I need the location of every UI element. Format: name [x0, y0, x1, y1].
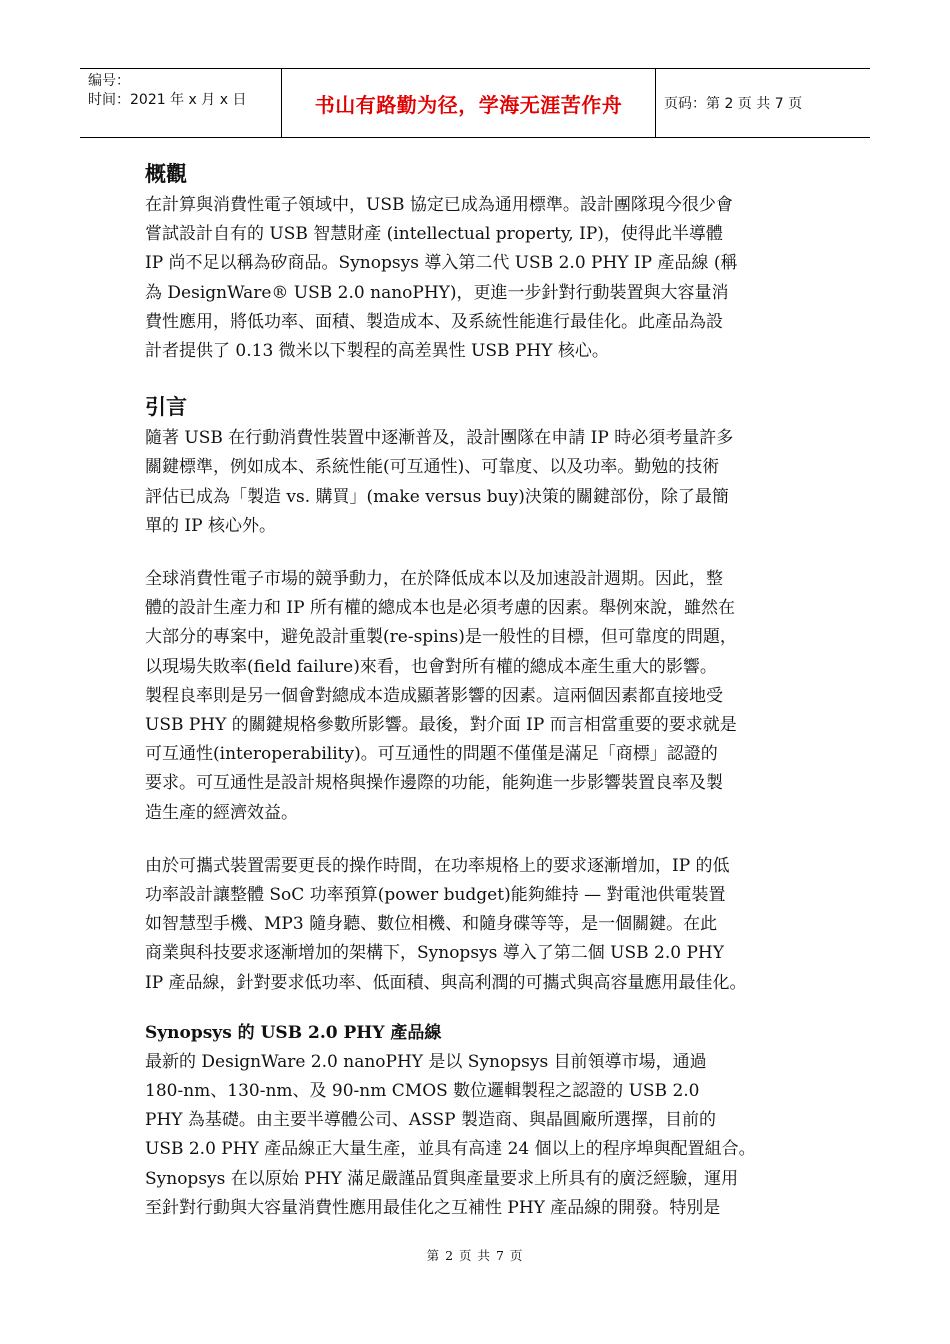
page-header	[80, 68, 870, 138]
text-line: PHY 為基礎。由主要半導體公司、ASSP 製造商、與晶圓廠所選擇，目前的	[145, 1110, 717, 1131]
document-body	[145, 157, 815, 1223]
text-line: 造生產的經濟效益。	[145, 802, 298, 823]
intro-paragraph-3	[145, 852, 815, 998]
text-line: 以現場失敗率(field failure)來看，也會對所有權的總成本產生重大的影響。	[145, 656, 717, 677]
text-line: 為 DesignWare® USB 2.0 nanoPHY)，更進一步針對行動裝置與大容量消	[145, 282, 729, 303]
page-footer: 第 2 页 共 7 页	[426, 1248, 524, 1263]
header-meta	[80, 69, 282, 137]
text-line: USB PHY 的關鍵規格參數所影響。最後，對介面 IP 而言相當重要的要求就是	[145, 715, 737, 736]
text-line: 大部分的專案中，避免設計重製(re-spins)是一般性的目標，但可靠度的問題，	[145, 627, 737, 648]
text-line: 最新的 DesignWare 2.0 nanoPHY 是以 Synopsys 目前領導市場，通過	[145, 1051, 707, 1072]
text-line: 體的設計生產力和 IP 所有權的總成本也是必須考慮的因素。舉例來說，雖然在	[145, 598, 735, 619]
text-line: 關鍵標準，例如成本、系統性能(可互通性)、可靠度、以及功率。勤勉的技術	[145, 457, 720, 478]
text-line: Synopsys 在以原始 PHY 滿足嚴謹品質與產量要求上所具有的廣泛經驗，運用	[145, 1168, 739, 1189]
text-line: 商業與科技要求逐漸增加的架構下，Synopsys 導入了第二個 USB 2.0 PHY	[145, 943, 724, 964]
text-line: 要求。可互通性是設計規格與操作邊際的功能，能夠進一步影響裝置良率及製	[145, 773, 723, 794]
header-slogan: 书山有路勤为径，学海无涯苦作舟	[282, 69, 656, 137]
text-line: 製程良率則是另一個會對總成本造成顯著影響的因素。這兩個因素都直接地受	[145, 685, 723, 706]
doc-number: 编号：	[88, 73, 130, 89]
doc-date: 时间：2021 年 x 月 x 日	[88, 92, 247, 108]
text-line: 隨著 USB 在行動消費性裝置中逐漸普及，設計團隊在申請 IP 時必須考量許多	[145, 428, 734, 449]
header-page-info: 页码：第 2 页 共 7 页	[664, 96, 803, 112]
text-line: IP 尚不足以稱為矽商品。Synopsys 導入第二代 USB 2.0 PHY IP 產品線 (稱	[145, 253, 738, 274]
intro-heading: 引言	[145, 394, 187, 420]
text-line: 費性應用，將低功率、面積、製造成本、及系統性能進行最佳化。此產品為設	[145, 311, 723, 332]
overview-heading: 概觀	[145, 161, 187, 186]
text-line: USB 2.0 PHY 產品線正大量生產，並具有高達 24 個以上的程序埠與配置組合。	[145, 1139, 756, 1160]
text-line: 如智慧型手機、MP3 隨身聽、數位相機、和隨身碟等等，是一個關鍵。在此	[145, 914, 718, 935]
text-line: 至針對行動與大容量消費性應用最佳化之互補性 PHY 產品線的開發。特別是	[145, 1197, 721, 1218]
text-line: 計者提供了 0.13 微米以下製程的高差異性 USB PHY 核心。	[145, 341, 609, 362]
text-line: 嘗試設計自有的 USB 智慧財產 (intellectual property, IP)，使得此半導體	[145, 224, 723, 245]
text-line: IP 產品線，針對要求低功率、低面積、與高利潤的可攜式與高容量應用最佳化。	[145, 972, 747, 993]
text-line: 全球消費性電子市場的競爭動力，在於降低成本以及加速設計週期。因此，整	[145, 569, 723, 590]
text-line: 在計算與消費性電子領域中，USB 協定已成為通用標準。設計團隊現今很少會	[145, 195, 733, 215]
text-line: 功率設計讓整體 SoC 功率預算(power budget)能夠維持 — 對電池供電裝置	[145, 885, 726, 906]
phy-heading: Synopsys 的 USB 2.0 PHY 產品線	[145, 1022, 442, 1043]
text-line: 180-nm、130-nm、及 90-nm CMOS 數位邏輯製程之認證的 USB 2.0	[145, 1081, 700, 1102]
text-line: 可互通性(interoperability)。可互通性的問題不僅僅是滿足「商標」認證的	[145, 744, 718, 765]
phy-paragraph	[145, 1048, 815, 1223]
text-line: 由於可攜式裝置需要更長的操作時間，在功率規格上的要求逐漸增加，IP 的低	[145, 855, 730, 876]
intro-paragraph-1	[145, 424, 815, 541]
text-line: 單的 IP 核心外。	[145, 515, 276, 536]
text-line: 評估已成為「製造 vs. 購買」(make versus buy)決策的關鍵部份，除了最簡	[145, 486, 729, 507]
overview-paragraph	[145, 191, 815, 366]
intro-paragraph-2	[145, 565, 815, 828]
